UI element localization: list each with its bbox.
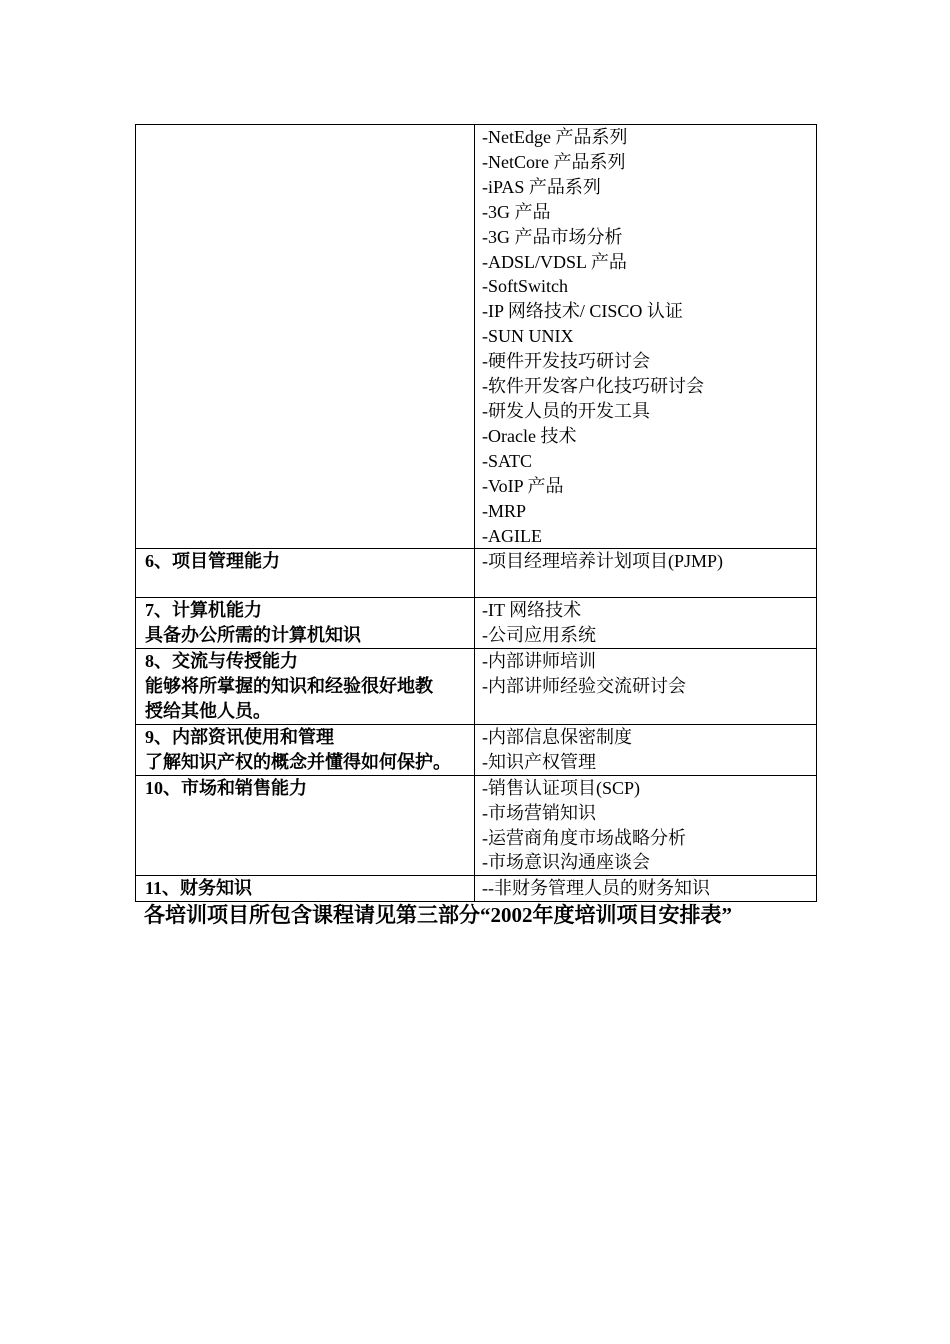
table-row [136, 649, 817, 725]
competency-description: 授给其他人员。 [145, 701, 271, 722]
competency-title: 10、市场和销售能力 [145, 777, 307, 798]
competency-description: 具备办公所需的计算机知识 [145, 625, 361, 646]
competency-title: 6、项目管理能力 [145, 551, 280, 572]
program-item: -NetEdge 产品系列 [482, 127, 628, 147]
competency-cell [136, 598, 475, 649]
program-item: -软件开发客户化技巧研讨会 [482, 376, 704, 397]
competency-cell [136, 649, 475, 725]
competency-description: 能够将所掌握的知识和经验很好地教 [145, 676, 433, 697]
table-row [136, 876, 817, 902]
program-cell [475, 598, 817, 649]
table-row [136, 598, 817, 649]
program-cell [475, 125, 817, 549]
program-item: --非财务管理人员的财务知识 [482, 878, 710, 899]
program-item: -iPAS 产品系列 [482, 176, 601, 197]
program-cell [475, 649, 817, 725]
table-row [136, 125, 817, 549]
program-item: -SoftSwitch [482, 276, 569, 297]
program-item: -3G 产品市场分析 [482, 226, 623, 247]
program-item: -Oracle 技术 [482, 425, 577, 446]
table-row [136, 775, 817, 876]
program-item: -项目经理培养计划项目(PJMP) [482, 551, 724, 572]
competency-title: 11、财务知识 [145, 878, 253, 899]
footer-note: 各培训项目所包含课程请见第三部分“2002年度培训项目安排表” [144, 903, 732, 927]
program-item: -IT 网络技术 [482, 600, 582, 621]
program-item: -运营商角度市场战略分析 [482, 827, 686, 848]
program-item: -市场意识沟通座谈会 [482, 852, 650, 873]
program-item: -研发人员的开发工具 [482, 400, 650, 421]
training-table [135, 124, 817, 902]
program-item: -内部讲师培训 [482, 651, 596, 672]
program-item: -公司应用系统 [482, 625, 596, 646]
program-item: -市场营销知识 [482, 802, 596, 823]
program-item: -SUN UNIX [482, 326, 574, 347]
competency-title: 8、交流与传授能力 [145, 651, 298, 672]
program-item: -硬件开发技巧研讨会 [482, 351, 650, 372]
competency-cell [136, 724, 475, 775]
program-item: -销售认证项目(SCP) [482, 777, 641, 798]
competency-description: 了解知识产权的概念并懂得如何保护。 [145, 751, 451, 772]
program-cell [475, 876, 817, 902]
program-item: -ADSL/VDSL 产品 [482, 251, 627, 272]
competency-title: 9、内部资讯使用和管理 [145, 726, 334, 747]
competency-cell [136, 876, 475, 902]
program-item: -MRP [482, 500, 527, 521]
competency-title: 7、计算机能力 [145, 600, 262, 621]
program-item: -NetCore 产品系列 [482, 151, 626, 172]
competency-cell [136, 775, 475, 876]
program-cell [475, 549, 817, 598]
program-item: -内部讲师经验交流研讨会 [482, 676, 686, 697]
program-item: -SATC [482, 450, 533, 471]
program-cell [475, 775, 817, 876]
program-item: -IP 网络技术/ CISCO 认证 [482, 301, 683, 322]
program-item: -内部信息保密制度 [482, 726, 632, 747]
competency-cell [136, 125, 475, 549]
program-item: -知识产权管理 [482, 751, 596, 772]
program-item: -AGILE [482, 525, 542, 546]
program-cell [475, 724, 817, 775]
table-row [136, 724, 817, 775]
competency-cell [136, 549, 475, 598]
program-item: -3G 产品 [482, 201, 551, 222]
table-row [136, 549, 817, 598]
program-item: -VoIP 产品 [482, 475, 564, 496]
